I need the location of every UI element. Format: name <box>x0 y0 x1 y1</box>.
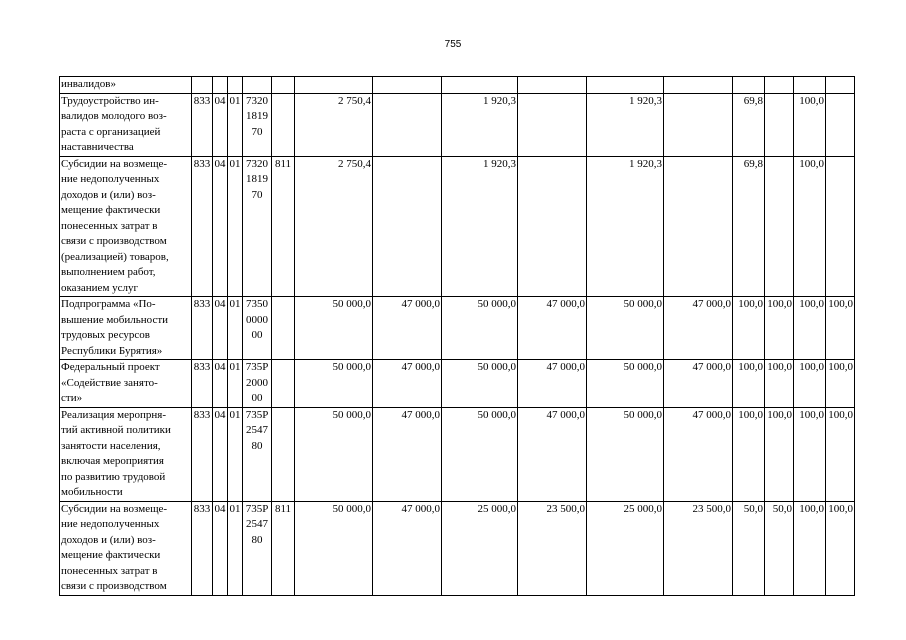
value-6-cell <box>664 77 733 94</box>
value-6-cell: 47 000,0 <box>664 360 733 408</box>
percent-1-cell <box>733 77 765 94</box>
percent-4-cell <box>826 77 855 94</box>
percent-1-cell: 69,8 <box>733 93 765 156</box>
subsection-code-cell: 01 <box>228 297 243 360</box>
target-article-code-cell <box>243 77 272 94</box>
expense-type-code-cell <box>272 93 295 156</box>
section-code-cell: 04 <box>213 156 228 297</box>
subsection-code-cell: 01 <box>228 360 243 408</box>
section-code-cell: 04 <box>213 360 228 408</box>
subsection-code-cell <box>228 77 243 94</box>
value-4-cell: 47 000,0 <box>518 360 587 408</box>
row-name-cell: Субсидии на возмеще- ние недополученных доходов и (или) воз- мещение фактически понесенных затрат в связи с производством <box>60 501 192 595</box>
percent-1-cell: 69,8 <box>733 156 765 297</box>
expense-type-code-cell: 811 <box>272 156 295 297</box>
expense-type-code-cell <box>272 407 295 501</box>
subsection-code-cell: 01 <box>228 501 243 595</box>
percent-2-cell: 50,0 <box>765 501 794 595</box>
budget-table <box>59 76 855 596</box>
target-article-code-cell: 7350 0000 00 <box>243 297 272 360</box>
percent-1-cell: 50,0 <box>733 501 765 595</box>
value-3-cell: 25 000,0 <box>442 501 518 595</box>
row-name-cell: Подпрограмма «По- вышение мобильности трудовых ресурсов Республики Бурятия» <box>60 297 192 360</box>
value-4-cell <box>518 93 587 156</box>
value-4-cell <box>518 77 587 94</box>
value-5-cell: 50 000,0 <box>587 407 664 501</box>
percent-4-cell: 100,0 <box>826 297 855 360</box>
value-5-cell: 50 000,0 <box>587 360 664 408</box>
value-4-cell: 23 500,0 <box>518 501 587 595</box>
target-article-code-cell: 7320 1819 70 <box>243 156 272 297</box>
row-name-cell: Федеральный проект «Содействие занято- сти» <box>60 360 192 408</box>
percent-3-cell: 100,0 <box>794 297 826 360</box>
grbs-code-cell: 833 <box>192 360 213 408</box>
section-code-cell: 04 <box>213 93 228 156</box>
value-6-cell: 47 000,0 <box>664 297 733 360</box>
value-5-cell: 50 000,0 <box>587 297 664 360</box>
value-4-cell: 47 000,0 <box>518 297 587 360</box>
table-row <box>60 360 855 408</box>
target-article-code-cell: 735P 2547 80 <box>243 501 272 595</box>
percent-2-cell <box>765 77 794 94</box>
percent-3-cell: 100,0 <box>794 156 826 297</box>
subsection-code-cell: 01 <box>228 156 243 297</box>
value-1-cell: 50 000,0 <box>295 360 373 408</box>
section-code-cell: 04 <box>213 407 228 501</box>
value-1-cell: 50 000,0 <box>295 501 373 595</box>
subsection-code-cell: 01 <box>228 93 243 156</box>
value-5-cell <box>587 77 664 94</box>
percent-2-cell <box>765 93 794 156</box>
value-3-cell: 50 000,0 <box>442 407 518 501</box>
grbs-code-cell: 833 <box>192 501 213 595</box>
percent-3-cell: 100,0 <box>794 93 826 156</box>
grbs-code-cell: 833 <box>192 407 213 501</box>
value-2-cell: 47 000,0 <box>373 297 442 360</box>
expense-type-code-cell <box>272 297 295 360</box>
page-number: 755 <box>444 39 462 50</box>
subsection-code-cell: 01 <box>228 407 243 501</box>
value-6-cell <box>664 93 733 156</box>
expense-type-code-cell <box>272 360 295 408</box>
percent-4-cell <box>826 156 855 297</box>
value-2-cell <box>373 77 442 94</box>
section-code-cell <box>213 77 228 94</box>
value-1-cell: 2 750,4 <box>295 93 373 156</box>
value-2-cell <box>373 156 442 297</box>
table-row <box>60 93 855 156</box>
row-name-cell: инвалидов» <box>60 77 192 94</box>
value-1-cell: 50 000,0 <box>295 407 373 501</box>
grbs-code-cell: 833 <box>192 93 213 156</box>
value-2-cell <box>373 93 442 156</box>
value-6-cell: 47 000,0 <box>664 407 733 501</box>
section-code-cell: 04 <box>213 297 228 360</box>
percent-1-cell: 100,0 <box>733 297 765 360</box>
table-row <box>60 407 855 501</box>
value-5-cell: 25 000,0 <box>587 501 664 595</box>
value-2-cell: 47 000,0 <box>373 360 442 408</box>
grbs-code-cell: 833 <box>192 297 213 360</box>
value-5-cell: 1 920,3 <box>587 93 664 156</box>
table-row <box>60 77 855 94</box>
row-name-cell: Субсидии на возмеще- ние недополученных доходов и (или) воз- мещение фактически понесенных затрат в связи с производством (реализацией) товаров, выполнением работ, оказанием услуг <box>60 156 192 297</box>
value-3-cell: 1 920,3 <box>442 93 518 156</box>
row-name-cell: Реализация меропрня- тий активной политики занятости населения, включая мероприятия по развитию трудовой мобильности <box>60 407 192 501</box>
percent-2-cell: 100,0 <box>765 297 794 360</box>
percent-2-cell: 100,0 <box>765 407 794 501</box>
expense-type-code-cell <box>272 77 295 94</box>
value-6-cell <box>664 156 733 297</box>
target-article-code-cell: 735P 2000 00 <box>243 360 272 408</box>
grbs-code-cell: 833 <box>192 156 213 297</box>
percent-2-cell <box>765 156 794 297</box>
value-2-cell: 47 000,0 <box>373 501 442 595</box>
value-6-cell: 23 500,0 <box>664 501 733 595</box>
percent-3-cell: 100,0 <box>794 360 826 408</box>
percent-2-cell: 100,0 <box>765 360 794 408</box>
section-code-cell: 04 <box>213 501 228 595</box>
value-3-cell: 50 000,0 <box>442 297 518 360</box>
value-5-cell: 1 920,3 <box>587 156 664 297</box>
percent-4-cell: 100,0 <box>826 501 855 595</box>
table-row <box>60 156 855 297</box>
budget-table-body <box>60 77 855 596</box>
percent-4-cell <box>826 93 855 156</box>
value-4-cell: 47 000,0 <box>518 407 587 501</box>
value-3-cell: 50 000,0 <box>442 360 518 408</box>
value-1-cell <box>295 77 373 94</box>
percent-1-cell: 100,0 <box>733 407 765 501</box>
table-row <box>60 501 855 595</box>
value-2-cell: 47 000,0 <box>373 407 442 501</box>
expense-type-code-cell: 811 <box>272 501 295 595</box>
row-name-cell: Трудоустройство ин- валидов молодого воз- раста с организацией наставничества <box>60 93 192 156</box>
value-3-cell <box>442 77 518 94</box>
grbs-code-cell <box>192 77 213 94</box>
value-1-cell: 2 750,4 <box>295 156 373 297</box>
value-3-cell: 1 920,3 <box>442 156 518 297</box>
value-4-cell <box>518 156 587 297</box>
target-article-code-cell: 735P 2547 80 <box>243 407 272 501</box>
table-row <box>60 297 855 360</box>
percent-4-cell: 100,0 <box>826 360 855 408</box>
percent-3-cell: 100,0 <box>794 501 826 595</box>
percent-3-cell <box>794 77 826 94</box>
percent-1-cell: 100,0 <box>733 360 765 408</box>
value-1-cell: 50 000,0 <box>295 297 373 360</box>
percent-3-cell: 100,0 <box>794 407 826 501</box>
target-article-code-cell: 7320 1819 70 <box>243 93 272 156</box>
percent-4-cell: 100,0 <box>826 407 855 501</box>
